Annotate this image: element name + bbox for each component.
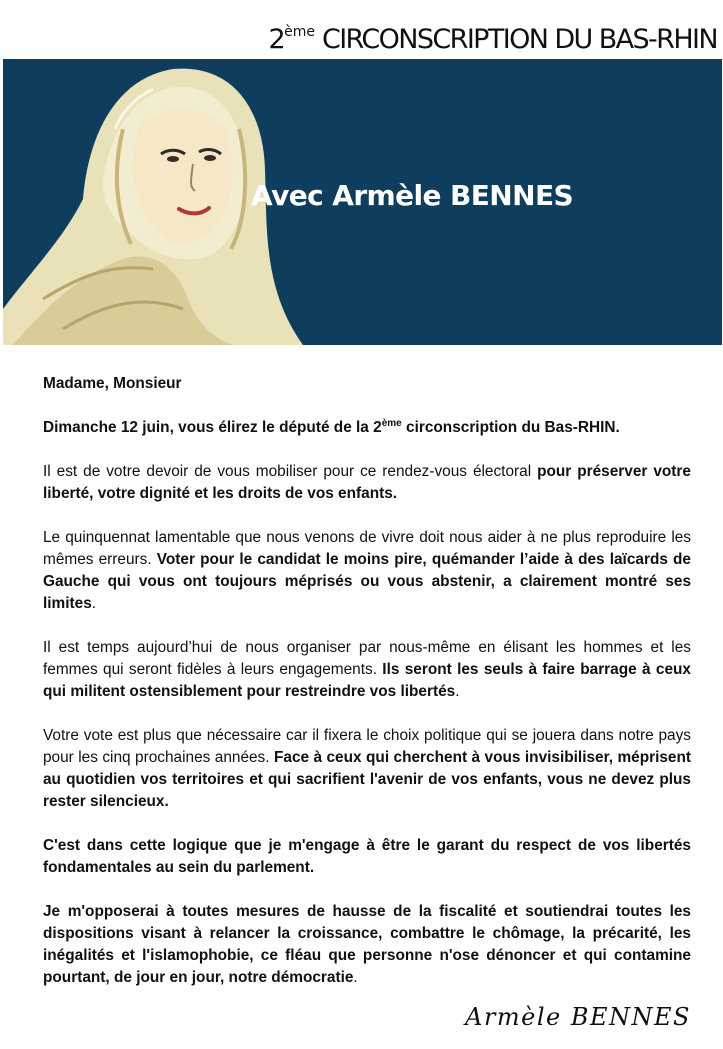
campaign-letter: [43, 373, 691, 1011]
signature: Armèle BENNES: [465, 1003, 691, 1031]
letter-greeting: Madame, Monsieur: [43, 375, 182, 392]
page-title: 2ème CIRCONSCRIPTION DU BAS-RHIN: [268, 24, 717, 55]
letter-paragraph-5: Votre vote est plus que nécessaire car il fixera le choix politique qui se jouera dans notre pays pour les cinq prochaines années. Face à ceux qui cherchent à vous invisibiliser, méprisent au quotidien vos territoires et qui sacrifient l'avenir de vos enfants, vous ne devez plus rester silencieux.: [43, 727, 692, 810]
campaign-banner: [3, 59, 722, 345]
title-superscript: ème: [284, 24, 315, 40]
banner-slogan: Avec Armèle BENNES: [251, 179, 574, 212]
letter-paragraph-4: Il est temps aujourd’hui de nous organiser par nous-même en élisant les hommes et les femmes qui seront fidèles à leurs engagements. Ils seront les seuls à faire barrage à ceux qui militent ostensiblement pour restreindre vos libertés.: [43, 639, 691, 700]
letter-paragraph-7: Je m'opposerai à toutes mesures de hausse de la fiscalité et soutiendrai toutes les dispositions visant à relancer la croissance, combattre le chômage, la précarité, les inégalités et l'islamophobie, ce fléau que personne n'ose dénoncer et qui contamine pourtant, de jour en jour, notre démocratie.: [43, 903, 691, 986]
letter-paragraph-2: Il est de votre devoir de vous mobiliser pour ce rendez-vous électoral pour préserver votre liberté, votre dignité et les droits de vos enfants.: [43, 463, 691, 502]
letter-paragraph-1: Dimanche 12 juin, vous élirez le député de la 2ème circonscription du Bas-RHIN.: [43, 417, 620, 436]
letter-paragraph-3: Le quinquennat lamentable que nous venons de vivre doit nous aider à ne plus reproduire les mêmes erreurs. Voter pour le candidat le moins pire, quémander l’aide à des laïcards de Gauche qui vous ont toujours méprisés ou vous abstenir, a clairement montré ses limites.: [43, 529, 691, 612]
letter-paragraph-6: C'est dans cette logique que je m'engage à être le garant du respect de vos libertés fondamentales au sein du parlement.: [43, 837, 691, 876]
